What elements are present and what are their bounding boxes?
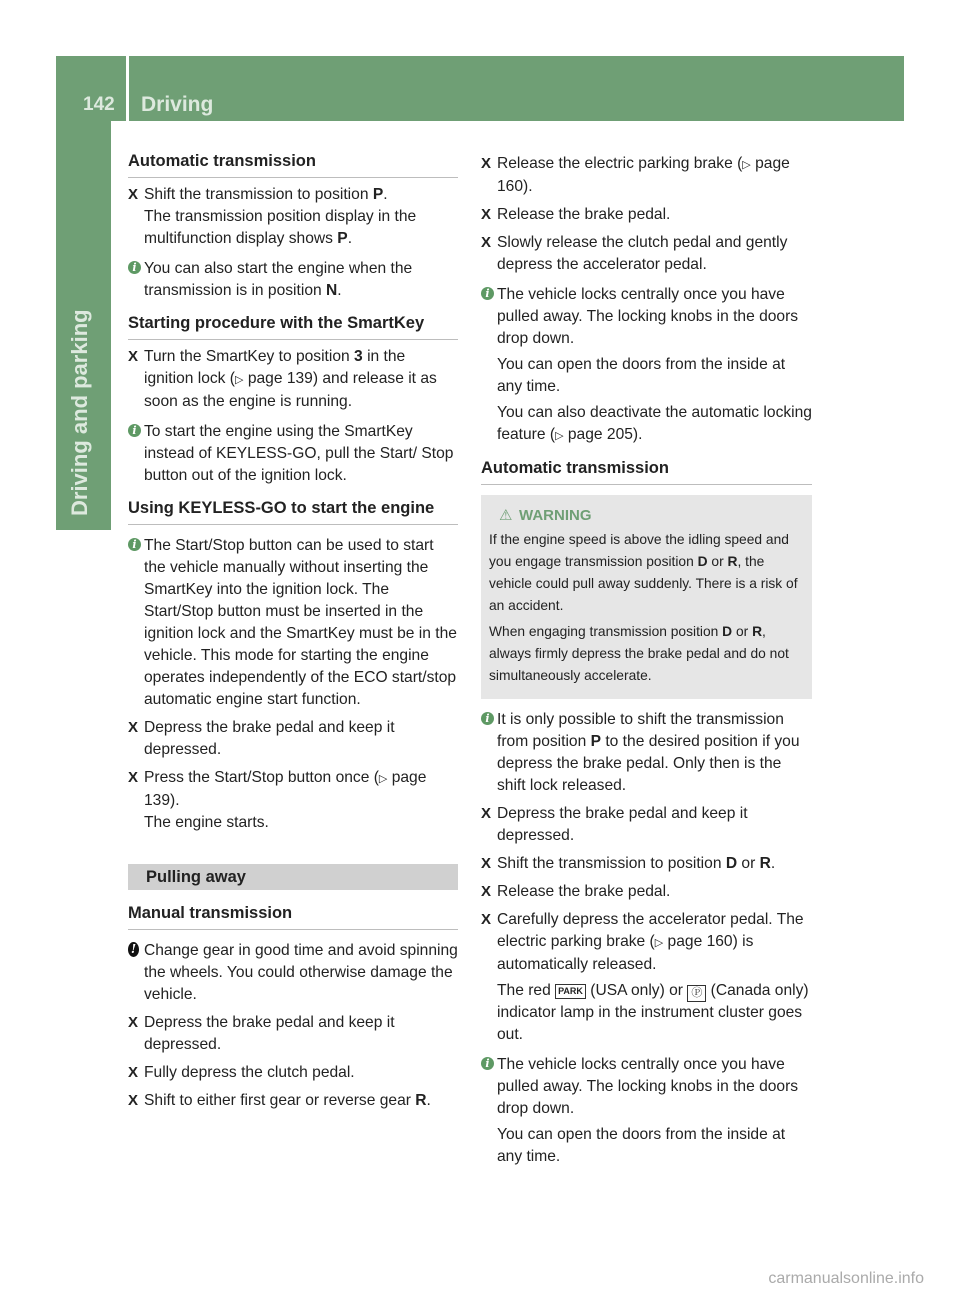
step-paragraph	[481, 980, 812, 1046]
caution-note	[128, 940, 458, 1006]
step-item	[128, 346, 458, 413]
gear-label: R	[727, 554, 738, 569]
page-header	[56, 56, 904, 121]
page-ref-link[interactable]: page 139).	[144, 769, 427, 809]
position-label: 3	[354, 348, 363, 365]
step-text: .	[347, 230, 353, 247]
note-text: You can also deactivate the automatic locking feature (	[497, 404, 812, 443]
section-title: Using KEYLESS-GO to start the engine	[128, 497, 458, 525]
step-text: The transmission position display in the multifunction display shows	[144, 208, 417, 247]
right-column	[481, 150, 812, 1168]
step-item	[128, 717, 458, 761]
note-paragraph	[481, 402, 812, 447]
note-text: You can also start the engine when the transmission is in position	[144, 260, 413, 299]
step-text: Release the electric parking brake (	[497, 155, 743, 172]
step-item	[128, 1090, 458, 1112]
bullet-icon: X	[481, 883, 492, 900]
left-column	[128, 150, 458, 1112]
parking-brake-indicator-icon: Ⓟ	[687, 985, 706, 1002]
gear-label: P	[337, 230, 348, 247]
info-icon: i	[481, 1057, 494, 1070]
warning-text: , always firmly depress the brake pedal and do not simultaneously accelerate.	[489, 624, 789, 683]
section-title: Starting procedure with the SmartKey	[128, 312, 458, 340]
section-title: Manual transmission	[128, 902, 458, 930]
note-text: Change gear in good time and avoid spinning the wheels. You could otherwise damage the vehicle.	[144, 942, 458, 1003]
note-text: The Start/Stop button can be used to start the vehicle manually without inserting the SmartKey into the ignition lock. The Start/Stop button must be inserted in the ignition lock and the SmartKey must be in the vehicle. This mode for starting the engine operates independently of the ECO start/stop automatic engine start function.	[144, 537, 457, 708]
sidebar-tab	[56, 121, 111, 530]
gear-label: D	[725, 855, 738, 872]
warning-paragraph	[489, 529, 804, 617]
page-ref-icon: ▷	[378, 773, 388, 785]
step-text: Depress the brake pedal and keep it depressed.	[144, 719, 395, 758]
chapter-title: Driving	[141, 93, 214, 116]
step-text: Depress the brake pedal and keep it depressed.	[144, 1014, 395, 1053]
gear-label: P	[590, 733, 602, 750]
info-icon: i	[128, 538, 141, 551]
step-item	[481, 153, 812, 198]
warning-icon: ⚠	[499, 507, 513, 524]
page-ref-icon: ▷	[742, 159, 751, 171]
bullet-icon: X	[128, 186, 139, 203]
warning-text: , the vehicle could pull away suddenly. There is a risk of an accident.	[489, 554, 798, 613]
step-text: Release the brake pedal.	[497, 206, 671, 223]
info-note	[481, 1054, 812, 1120]
info-note	[128, 535, 458, 711]
exclamation-icon: !	[128, 942, 139, 957]
page-ref-link[interactable]: page 205).	[563, 426, 643, 443]
info-icon: i	[481, 287, 494, 300]
gear-label: R	[415, 1092, 427, 1109]
bullet-icon: X	[481, 855, 492, 872]
step-item	[481, 909, 812, 976]
page-ref-link[interactable]: page 160).	[497, 155, 790, 195]
note-text: To start the engine using the SmartKey instead of KEYLESS-GO, pull the Start/ Stop button out of the ignition lock.	[144, 423, 454, 484]
note-text: The vehicle locks centrally once you have pulled away. The locking knobs in the doors drop down.	[497, 1056, 799, 1117]
section-title: Automatic transmission	[481, 457, 812, 485]
step-item	[481, 204, 812, 226]
note-text: .	[337, 282, 342, 299]
warning-box	[481, 495, 812, 699]
watermark: carmanualsonline.info	[768, 1270, 924, 1287]
step-text: The engine starts.	[144, 814, 269, 831]
page-number: 142	[83, 94, 115, 115]
bullet-icon: X	[128, 719, 139, 736]
step-text: or	[737, 855, 760, 872]
header-divider	[126, 56, 129, 121]
step-text: Carefully depress the accelerator pedal. The electric parking brake (	[497, 911, 804, 950]
bullet-icon: X	[128, 1092, 139, 1109]
step-text: (USA only) or	[585, 982, 688, 999]
step-text: Shift the transmission to position	[144, 186, 373, 203]
info-note	[481, 284, 812, 350]
bullet-icon: X	[128, 348, 139, 365]
step-text: Fully depress the clutch pedal.	[144, 1064, 355, 1081]
bullet-icon: X	[481, 911, 492, 928]
step-text: Shift to either first gear or reverse gear	[144, 1092, 416, 1109]
sidebar-label: Driving and parking	[67, 309, 92, 516]
note-paragraph: You can open the doors from the inside at any time.	[497, 1126, 786, 1165]
step-item	[481, 803, 812, 847]
page-ref-link[interactable]: page 139) and release it as soon as the engine is running.	[144, 370, 437, 410]
warning-paragraph	[489, 621, 804, 687]
gear-label: N	[326, 282, 338, 299]
step-text: .	[383, 186, 388, 203]
warning-title-text: WARNING	[519, 507, 592, 524]
warning-title	[489, 505, 804, 527]
note-text: It is only possible to shift the transmission from position	[497, 711, 784, 750]
step-item	[481, 853, 812, 875]
step-text: Depress the brake pedal and keep it depressed.	[497, 805, 748, 844]
step-item	[128, 1062, 458, 1084]
bullet-icon: X	[481, 155, 492, 172]
gear-label: R	[759, 855, 771, 872]
info-note	[128, 421, 458, 487]
gear-label: R	[752, 624, 763, 639]
note-text: to the desired position if you depress the brake pedal. Only then is the shift lock released.	[497, 733, 800, 794]
step-text: Release the brake pedal.	[497, 883, 671, 900]
bullet-icon: X	[128, 769, 139, 786]
gear-label: D	[722, 624, 733, 639]
step-text: Turn the SmartKey to position	[144, 348, 355, 365]
step-text: (Canada only) indicator lamp in the instrument cluster goes out.	[497, 982, 809, 1043]
gear-label: P	[372, 186, 384, 203]
info-note	[481, 709, 812, 797]
warning-text: or	[707, 554, 728, 569]
step-text: .	[426, 1092, 431, 1109]
park-indicator-icon: PARK	[555, 984, 586, 999]
info-icon: i	[128, 424, 141, 437]
bullet-icon: X	[481, 206, 492, 223]
step-text: .	[770, 855, 776, 872]
step-item	[128, 767, 458, 834]
step-item	[481, 881, 812, 903]
info-icon: i	[481, 712, 494, 725]
info-note	[128, 258, 458, 302]
step-item	[128, 1012, 458, 1056]
section-title: Automatic transmission	[128, 150, 458, 178]
step-text: Shift the transmission to position	[497, 855, 726, 872]
section-band: Pulling away	[128, 864, 458, 890]
step-text: Slowly release the clutch pedal and gently depress the accelerator pedal.	[497, 234, 788, 273]
step-item	[481, 232, 812, 276]
note-paragraph: You can open the doors from the inside at any time.	[497, 356, 786, 395]
bullet-icon: X	[481, 234, 492, 251]
bullet-icon: X	[128, 1064, 139, 1081]
warning-text: or	[732, 624, 753, 639]
page-ref-icon: ▷	[654, 937, 664, 949]
gear-label: D	[697, 554, 708, 569]
note-text: The vehicle locks centrally once you have pulled away. The locking knobs in the doors drop down.	[497, 286, 799, 347]
bullet-icon: X	[128, 1014, 139, 1031]
page-ref-link[interactable]: page 160) is automatically released.	[497, 933, 754, 973]
step-item	[128, 184, 458, 250]
warning-text: When engaging transmission position	[489, 624, 723, 639]
step-text: The red	[497, 982, 556, 999]
page-ref-icon: ▷	[235, 374, 244, 386]
step-text: Press the Start/Stop button once (	[144, 769, 379, 786]
bullet-icon: X	[481, 805, 492, 822]
info-icon: i	[128, 261, 141, 274]
warning-text: If the engine speed is above the idling speed and you engage transmission position	[489, 532, 789, 569]
step-text: in the ignition lock (	[144, 348, 406, 387]
page-ref-icon: ▷	[555, 430, 564, 442]
